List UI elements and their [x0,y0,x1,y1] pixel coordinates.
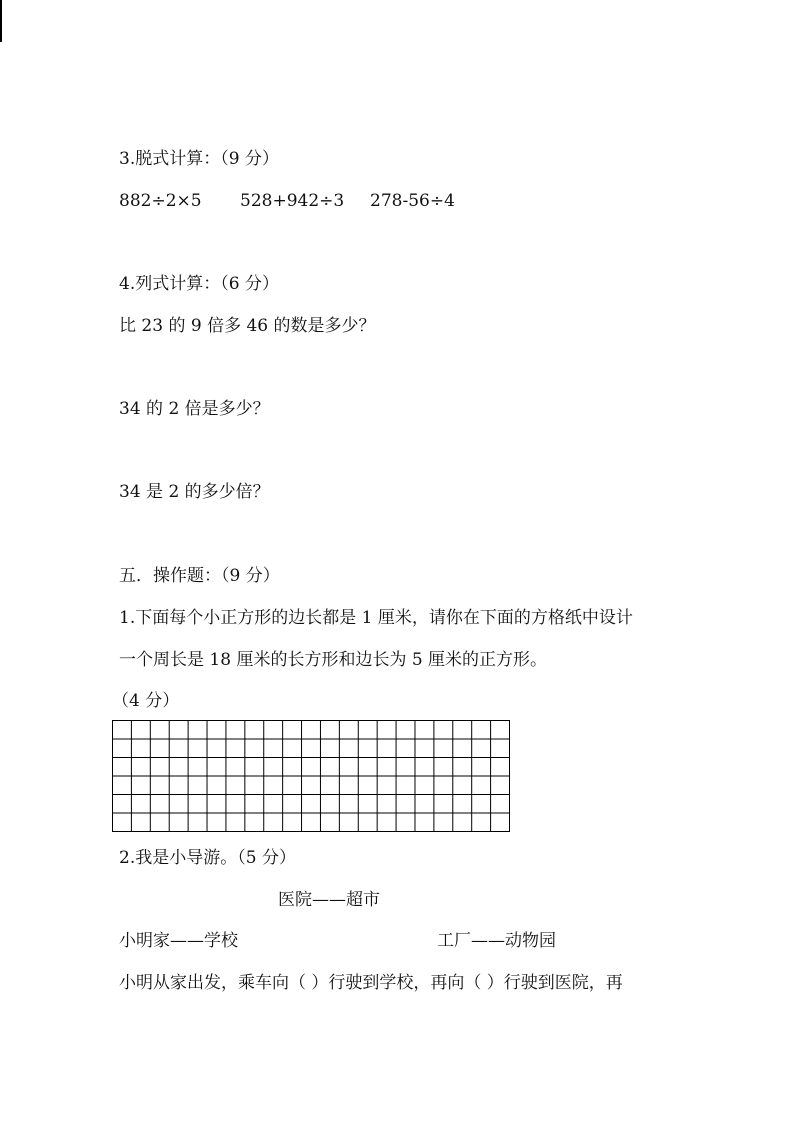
map-row1: 医院——超市 [278,890,380,910]
square-grid-paper [112,720,510,832]
section5-title: 五．操作题：（9 分） [119,566,280,586]
question-3: 34 是 2 的多少倍？ [119,482,270,502]
question-2: 34 的 2 倍是多少？ [119,399,270,419]
page-edge-mark [0,0,2,42]
operation-q1-line2: 一个周长是 18 厘米的长方形和边长为 5 厘米的正方形。 [119,650,548,670]
operation-q2-title: 2.我是小导游。（5 分） [119,848,296,868]
calc-expression-2: 528+942÷3 [240,191,345,211]
calc-expressions [119,190,455,212]
calc-expression-1: 882÷2×5 [119,191,202,211]
operation-q1-score: （4 分） [112,691,180,711]
question-1: 比 23 的 9 倍多 46 的数是多少？ [119,316,376,336]
operation-q2-text: 小明从家出发，乘车向（ ）行驶到学校，再向（ ）行驶到医院，再 [119,973,623,993]
operation-q1-line1: 1.下面每个小正方形的边长都是 1 厘米，请你在下面的方格纸中设计 [119,608,633,628]
section4-title: 4.列式计算：（6 分） [119,274,279,294]
calc-expression-3: 278-56÷4 [370,191,455,211]
grid-svg [112,720,510,832]
map-row2-left: 小明家——学校 [119,931,238,951]
section3-title: 3.脱式计算：（9 分） [119,149,279,169]
map-row2-right: 工厂——动物园 [437,931,556,951]
